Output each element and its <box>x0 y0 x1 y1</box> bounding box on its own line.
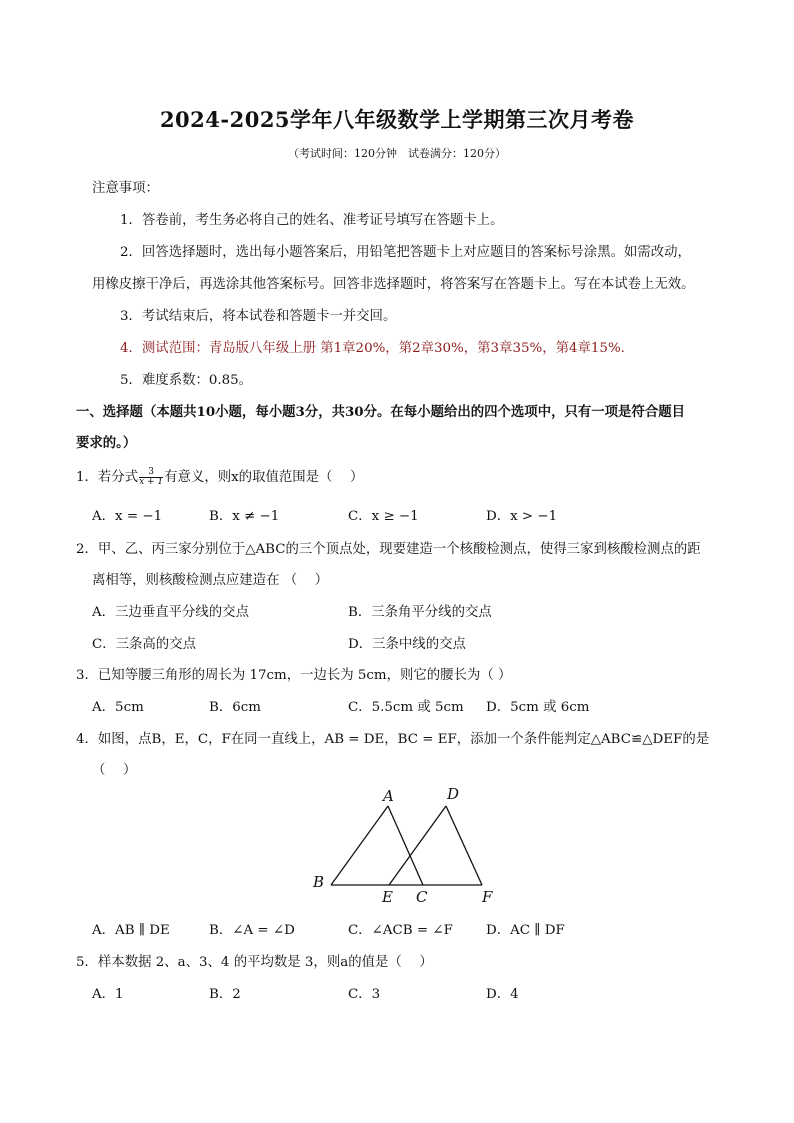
q2-option-d: D．三条中线的交点 <box>348 637 466 652</box>
exam-subtitle: （考试时间：120分钟 试卷满分：120分） <box>288 147 506 160</box>
notice-item-5: 5．难度系数：0.85。 <box>120 373 253 388</box>
q3-option-b: B．6cm <box>209 700 261 715</box>
q1-prefix: 1．若分式 <box>76 470 139 485</box>
q4-option-b: B．∠A = ∠D <box>209 923 295 938</box>
q3-option-d: D．5cm 或 6cm <box>486 700 590 715</box>
q2-option-b: B．三条角平分线的交点 <box>348 605 492 620</box>
q1-frac-den: x + 1 <box>139 477 164 487</box>
section-heading-line2: 要求的。） <box>76 435 137 451</box>
label-f: F <box>482 888 493 906</box>
question-3-stem: 3．已知等腰三角形的周长为 17cm，一边长为 5cm，则它的腰长为（ ） <box>76 668 512 683</box>
segment-df <box>446 806 482 885</box>
q1-frac-num: 3 <box>139 468 163 478</box>
q5-option-d: D．4 <box>486 987 519 1002</box>
q5-option-b: B．2 <box>209 987 241 1002</box>
question-5-stem: 5．样本数据 2、a、3、4 的平均数是 3，则a的值是（ ） <box>76 955 433 970</box>
q1-option-a: A．x = −1 <box>92 509 163 524</box>
q5-option-c: C．3 <box>348 987 381 1002</box>
segment-ab <box>331 806 388 885</box>
notice-item-1: 1．答卷前，考生务必将自己的姓名、准考证号填写在答题卡上。 <box>120 213 504 228</box>
label-d: D <box>447 785 460 803</box>
notice-item-3: 3．考试结束后，将本试卷和答题卡一并交回。 <box>120 309 397 324</box>
notice-item-4: 4．测试范围：青岛版八年级上册 第1章20%，第2章30%，第3章35%，第4章15%. <box>120 341 625 356</box>
notice-item-2: 2．回答选择题时，选出每小题答案后，用铅笔把答题卡上对应题目的答案标号涂黑。如需改动， <box>120 245 691 260</box>
section-heading-line1: 一、选择题（本题共10小题，每小题3分，共30分。在每小题给出的四个选项中，只有一项是符合题目 <box>76 404 685 420</box>
question-4-line2: （ ） <box>92 763 137 778</box>
q5-option-a: A．1 <box>92 987 124 1002</box>
q3-option-c: C．5.5cm 或 5cm <box>348 700 464 715</box>
q4-option-c: C．∠ACB = ∠F <box>348 923 453 938</box>
q1-suffix: 有意义，则x的取值范围是（ ） <box>164 470 364 485</box>
question-2-line2: 离相等，则核酸检测点应建造在 （ ） <box>92 573 329 588</box>
q2-option-a: A．三边垂直平分线的交点 <box>92 605 249 620</box>
q1-option-b: B．x ≠ −1 <box>209 509 280 524</box>
q4-option-a: A．AB ∥ DE <box>92 923 170 938</box>
question-4-line1: 4．如图，点B，E，C，F在同一直线上，AB = DE，BC = EF，添加一个条件能判定△ABC≌△DEF的是 <box>76 732 710 747</box>
question-1-stem <box>76 466 363 487</box>
label-e: E <box>382 888 393 906</box>
notice-heading: 注意事项： <box>92 181 159 196</box>
q1-option-d: D．x > −1 <box>486 509 558 524</box>
exam-title: 2024-2025学年八年级数学上学期第三次月考卷 <box>159 107 635 132</box>
q2-option-c: C．三条高的交点 <box>92 637 196 652</box>
q4-option-d: D．AC ∥ DF <box>486 923 565 938</box>
q1-option-c: C．x ≥ −1 <box>348 509 419 524</box>
q3-option-a: A．5cm <box>92 700 144 715</box>
question-2-line1: 2．甲、乙、丙三家分别位于△ABC的三个顶点处，现要建造一个核酸检测点，使得三家到核酸检测点的距 <box>76 542 701 557</box>
notice-item-2-cont: 用橡皮擦干净后，再选涂其他答案标号。回答非选择题时，将答案写在答题卡上。写在本试卷上无效。 <box>92 277 695 292</box>
label-a: A <box>383 787 394 805</box>
q1-fraction <box>139 468 163 487</box>
label-b: B <box>313 873 325 891</box>
label-c: C <box>416 888 428 906</box>
triangle-figure <box>305 780 505 910</box>
